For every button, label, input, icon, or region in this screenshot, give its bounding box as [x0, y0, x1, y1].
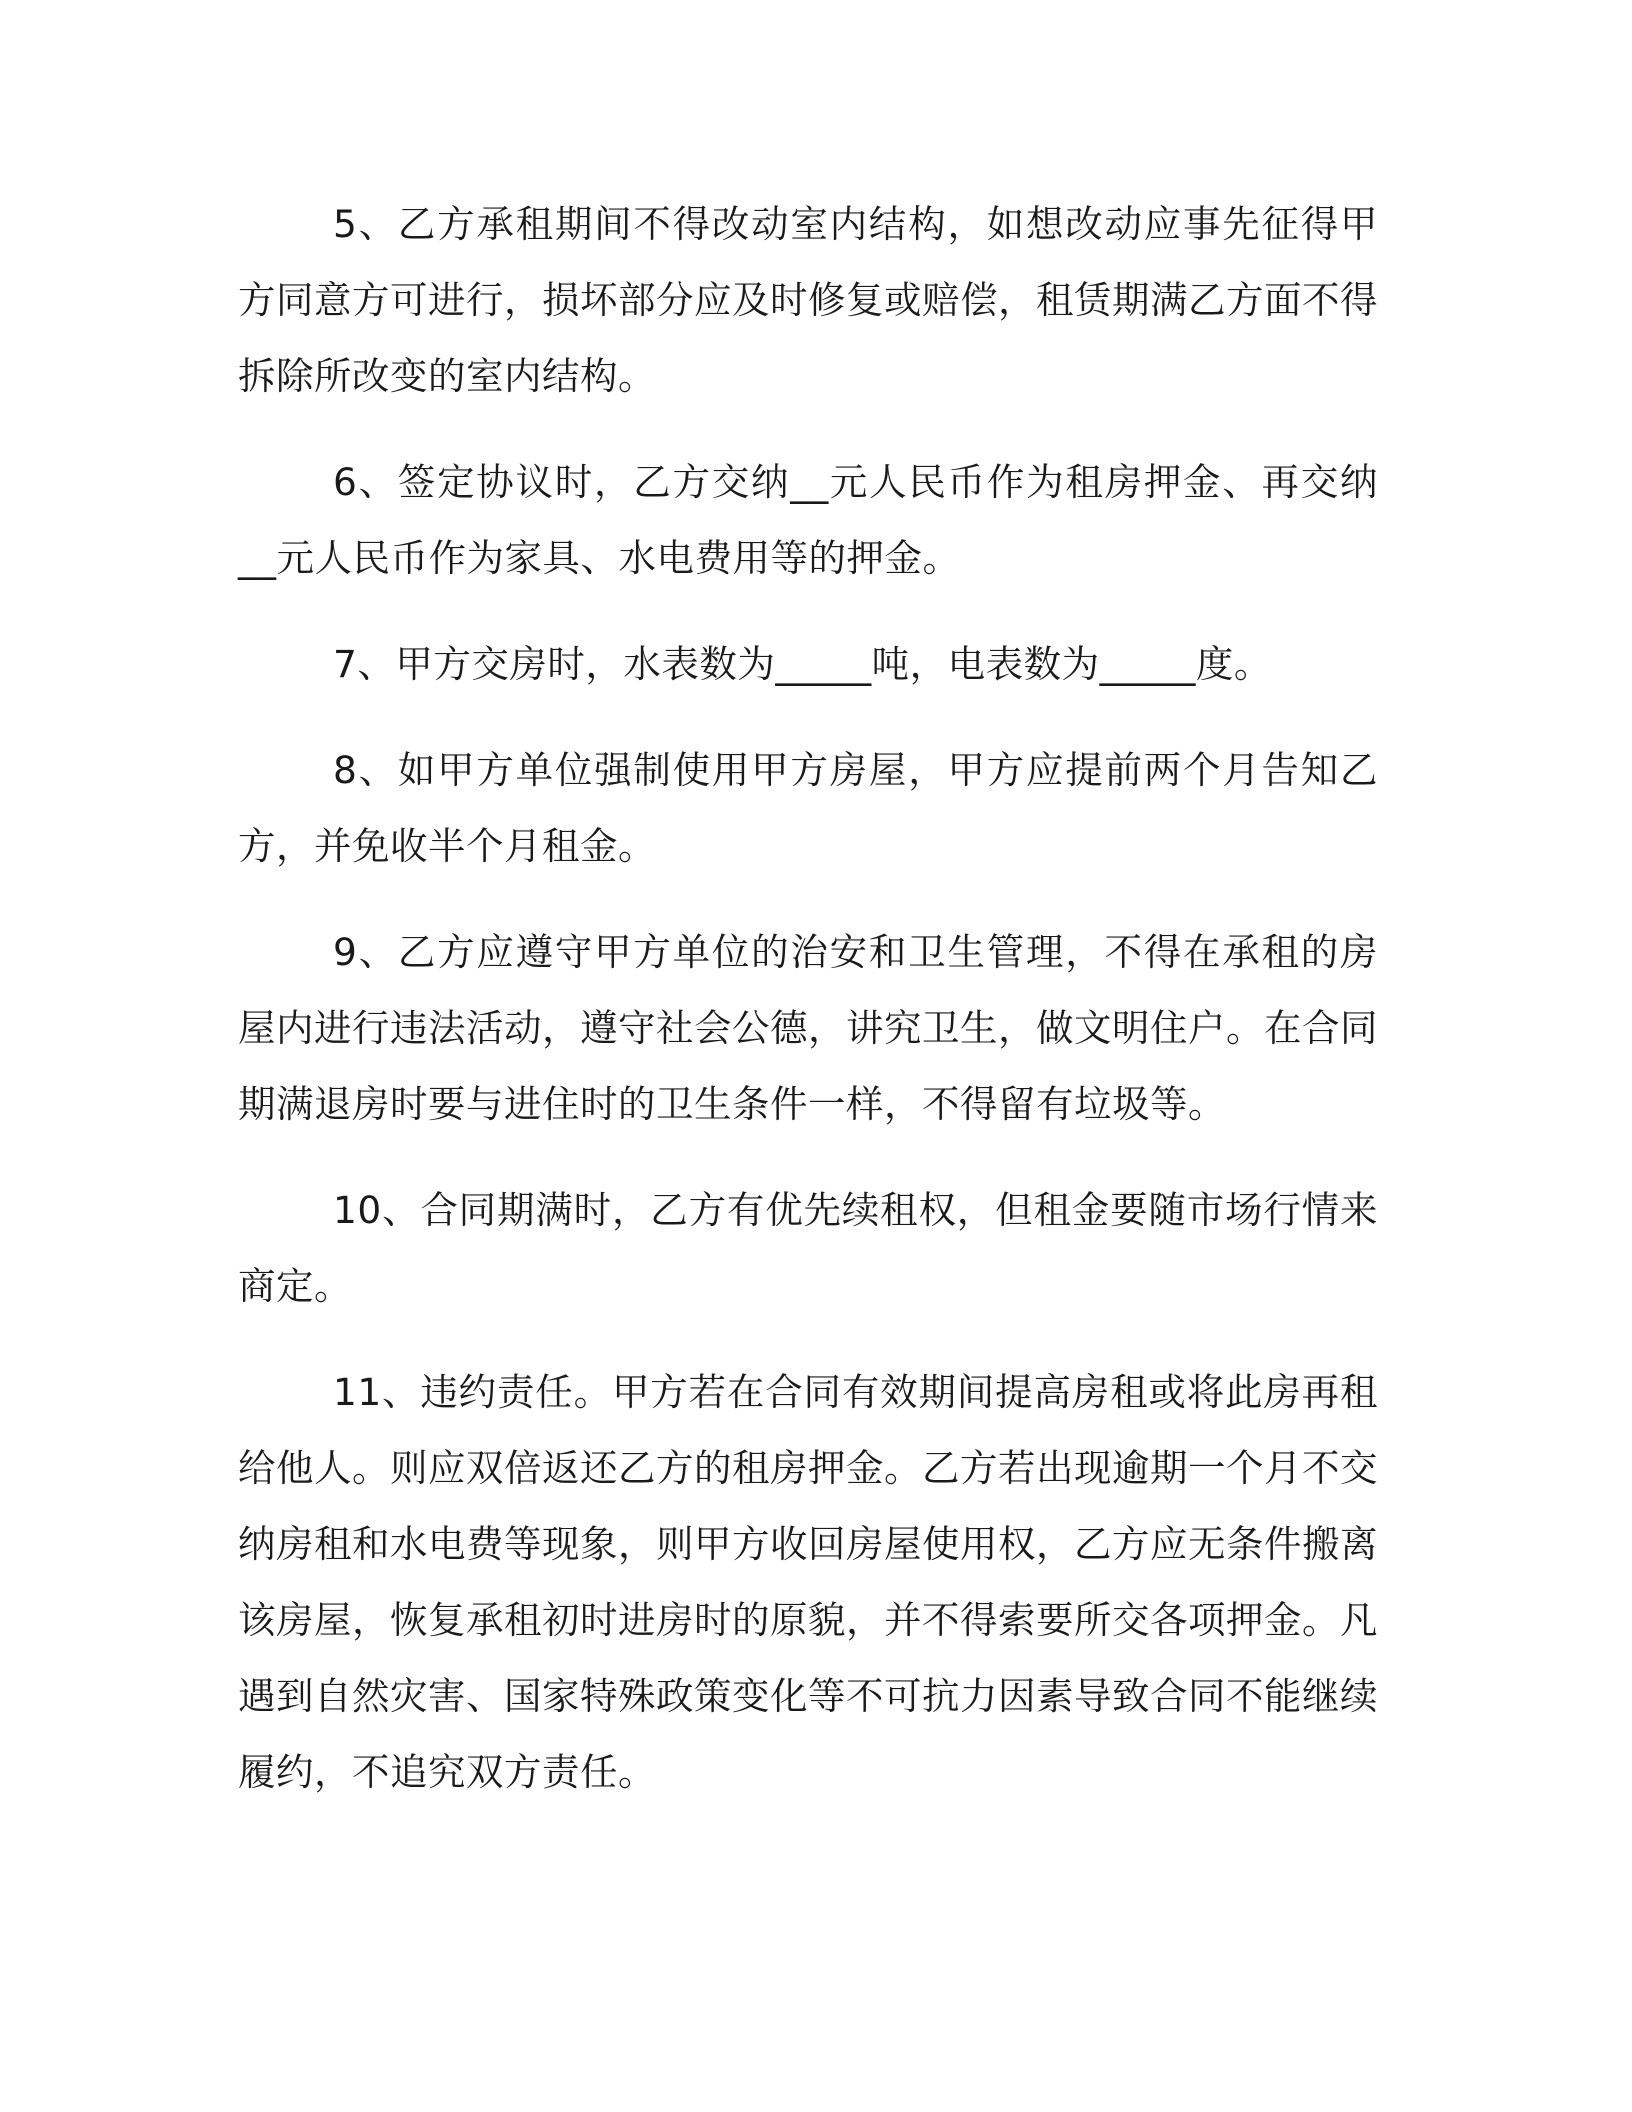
clause-7: 7、甲方交房时，水表数为_____吨，电表数为_____度。: [333, 642, 1272, 686]
clause-11: 11、违约责任。甲方若在合同有效期间提高房租或将此房再租给他人。则应双倍返还乙方的租房押金。乙方若出现逾期一个月不交纳房租和水电费等现象，则甲方收回房屋使用权，乙方应无条件搬离该房屋，恢复承租初时进房时的原貌，并不得索要所交各项押金。凡遇到自然灾害、国家特殊政策变化等不可抗力因素导致合同不能继续履约，不追究双方责任。: [238, 1370, 1378, 1794]
clause-9: 9、乙方应遵守甲方单位的治安和卫生管理，不得在承租的房屋内进行违法活动，遵守社会公德，讲究卫生，做文明住户。在合同期满退房时要与进住时的卫生条件一样，不得留有垃圾等。: [238, 930, 1378, 1126]
clause-6: 6、签定协议时，乙方交纳__元人民币作为租房押金、再交纳__元人民币作为家具、水电费用等的押金。: [238, 460, 1378, 580]
clause-10: 10、合同期满时，乙方有优先续租权，但租金要随市场行情来商定。: [238, 1188, 1378, 1308]
clause-5: 5、乙方承租期间不得改动室内结构，如想改动应事先征得甲方同意方可进行，损坏部分应及时修复或赔偿，租赁期满乙方面不得拆除所改变的室内结构。: [238, 202, 1378, 398]
document-page: [238, 186, 1378, 1810]
clause-8: 8、如甲方单位强制使用甲方房屋，甲方应提前两个月告知乙方，并免收半个月租金。: [238, 748, 1378, 868]
